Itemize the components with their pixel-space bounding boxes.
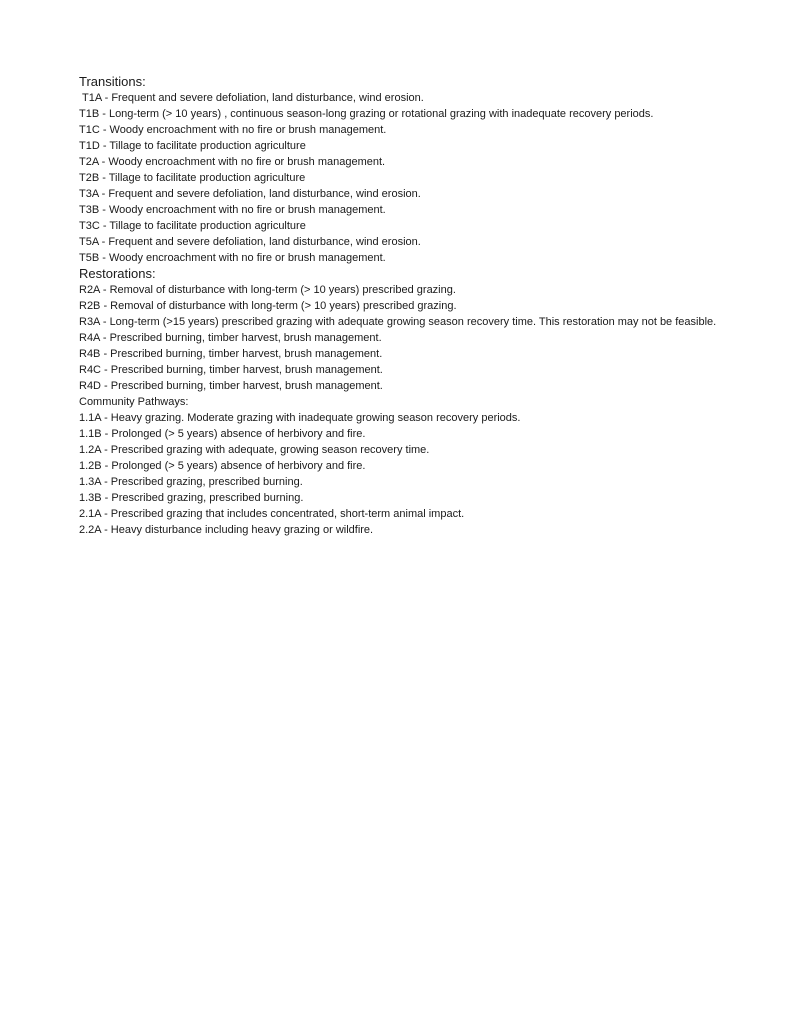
restorations-section — [79, 266, 739, 394]
transition-item: T2B - Tillage to facilitate production agriculture — [79, 172, 306, 184]
restoration-item: R3A - Long-term (>15 years) prescribed grazing with adequate growing season recovery time. This restoration may not be feasible. — [79, 316, 717, 328]
restorations-list — [79, 282, 739, 394]
community-pathways-section — [79, 394, 739, 538]
transition-item: T2A - Woody encroachment with no fire or brush management. — [79, 156, 386, 168]
community-pathways-list — [79, 410, 739, 538]
pathway-item: 1.2A - Prescribed grazing with adequate, growing season recovery time. — [79, 444, 430, 456]
pathway-item: 1.3A - Prescribed grazing, prescribed burning. — [79, 476, 303, 488]
transition-item: T1A - Frequent and severe defoliation, land disturbance, wind erosion. — [82, 92, 424, 104]
pathway-item: 1.1B - Prolonged (> 5 years) absence of herbivory and fire. — [79, 428, 366, 440]
transitions-heading: Transitions: — [79, 74, 146, 89]
restoration-item: R4C - Prescribed burning, timber harvest, brush management. — [79, 364, 383, 376]
restoration-item: R2B - Removal of disturbance with long-term (> 10 years) prescribed grazing. — [79, 300, 457, 312]
transition-item: T3C - Tillage to facilitate production agriculture — [79, 220, 306, 232]
restoration-item: R2A - Removal of disturbance with long-term (> 10 years) prescribed grazing. — [79, 284, 456, 296]
transition-item: T3A - Frequent and severe defoliation, land disturbance, wind erosion. — [79, 188, 421, 200]
pathway-item: 2.2A - Heavy disturbance including heavy grazing or wildfire. — [79, 524, 374, 536]
transition-item: T1C - Woody encroachment with no fire or brush management. — [79, 124, 387, 136]
pathway-item: 2.1A - Prescribed grazing that includes concentrated, short-term animal impact. — [79, 508, 465, 520]
transition-item: T5B - Woody encroachment with no fire or brush management. — [79, 252, 386, 264]
transition-item: T1B - Long-term (> 10 years) , continuous season-long grazing or rotational grazing with inadequate recovery periods. — [79, 108, 654, 120]
transition-item: T1D - Tillage to facilitate production agriculture — [79, 140, 306, 152]
restoration-item: R4B - Prescribed burning, timber harvest, brush management. — [79, 348, 383, 360]
restoration-item: R4A - Prescribed burning, timber harvest, brush management. — [79, 332, 382, 344]
restoration-item: R4D - Prescribed burning, timber harvest, brush management. — [79, 380, 383, 392]
community-pathways-heading: Community Pathways: — [79, 396, 189, 408]
pathway-item: 1.1A - Heavy grazing. Moderate grazing with inadequate growing season recovery periods. — [79, 412, 521, 424]
transitions-section — [79, 74, 739, 266]
pathway-item: 1.3B - Prescribed grazing, prescribed burning. — [79, 492, 304, 504]
transition-item: T3B - Woody encroachment with no fire or brush management. — [79, 204, 386, 216]
document-page — [79, 74, 739, 538]
transitions-list — [79, 90, 739, 266]
restorations-heading: Restorations: — [79, 266, 156, 281]
pathway-item: 1.2B - Prolonged (> 5 years) absence of herbivory and fire. — [79, 460, 366, 472]
transition-item: T5A - Frequent and severe defoliation, land disturbance, wind erosion. — [79, 236, 421, 248]
